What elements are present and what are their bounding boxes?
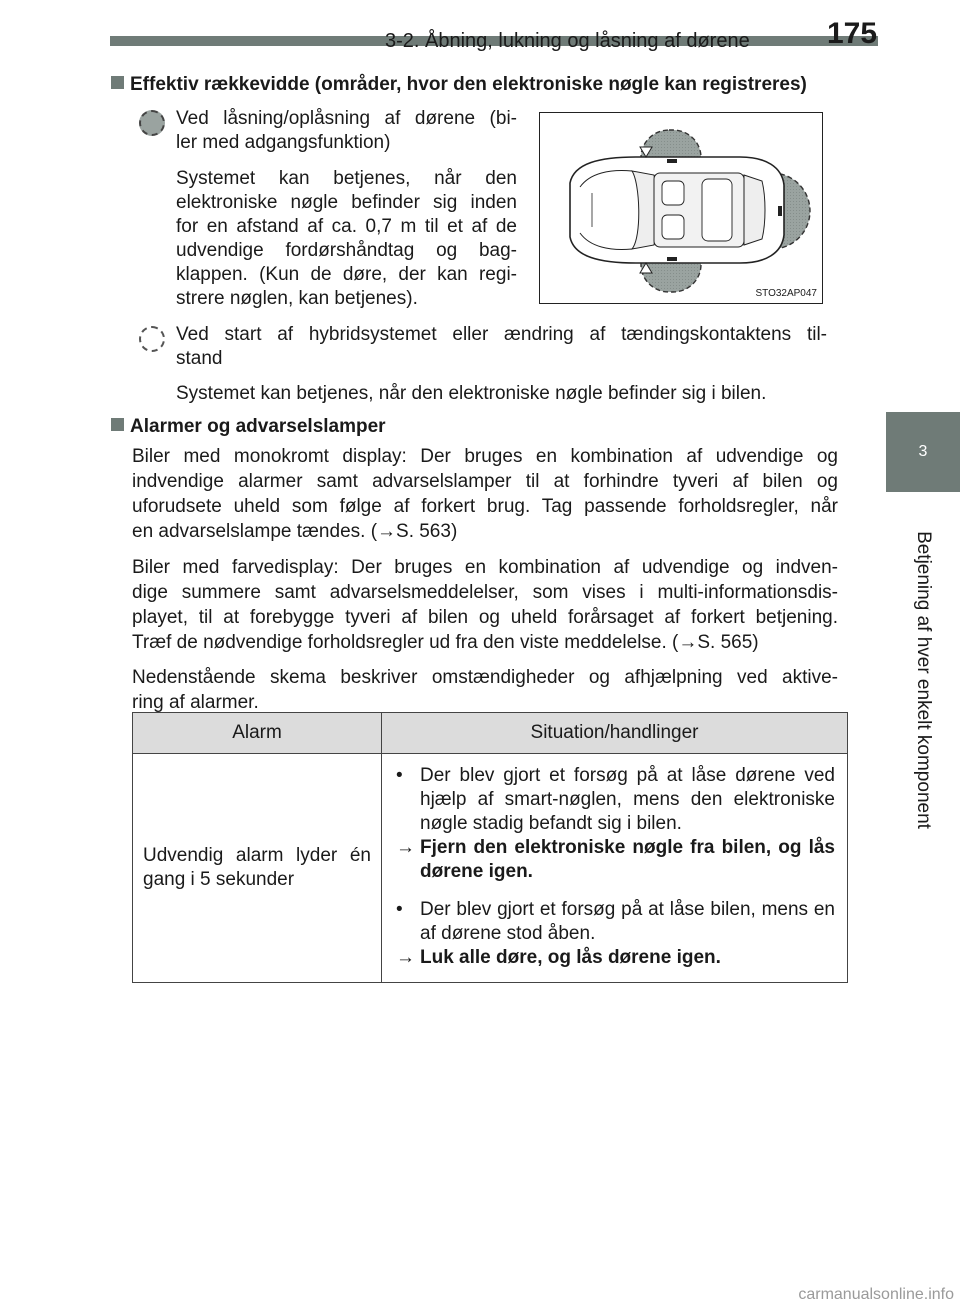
bullet-icon: •	[396, 899, 403, 920]
item1-body-line1: Systemet kan betjenes, når den	[176, 168, 517, 189]
situation-text: Der blev gjort et forsøg på at låse bilen, mens en af dørene stod åben.	[420, 899, 835, 944]
item1-body-line5: klappen. (Kun de døre, der kan regi-	[176, 264, 517, 285]
alarms-para1-line2: indvendige alarmer samt advarselslamper til at forhindre tyveri af bilen og	[132, 471, 838, 492]
alarms-para3-line1: Nedenstående skema beskriver omstændigheder og afhjælpning ved aktive-	[132, 667, 838, 688]
item2-title-line1: Ved start af hybridsystemet eller ændring af tændingskontaktens til-	[176, 324, 827, 345]
alarms-para1-line4: en advarselslampe tændes. (→S. 563)	[132, 521, 458, 542]
section-heading-range: Effektiv rækkevidde (områder, hvor den elektroniske nøgle kan registreres)	[111, 74, 807, 96]
car-range-figure	[539, 112, 823, 304]
figure-label: STO32AP047	[755, 288, 817, 299]
page-number: 175	[827, 17, 878, 50]
table-row	[133, 754, 848, 983]
arrow-right-icon: →	[396, 837, 415, 858]
alarm-cell: Udvendig alarm lyder én gang i 5 sekunder	[133, 754, 382, 983]
header-title: 3-2. Åbning, lukning og låsning af dørene	[385, 30, 750, 52]
arrow-right-icon: →	[396, 947, 415, 968]
section-heading-alarms: Alarmer og advarselslamper	[111, 416, 386, 438]
bullet-icon: •	[396, 765, 403, 786]
situation-cell	[382, 754, 848, 983]
action-text: Fjern den elektroniske nøgle fra bilen, og lås dørene igen.	[420, 837, 835, 882]
item2-body: Systemet kan betjenes, når den elektroniske nøgle befinder sig i bilen.	[176, 383, 767, 404]
alarms-para2-line4: Træf de nødvendige forholdsregler ud fra den viste meddelelse. (→S. 565)	[132, 632, 759, 653]
watermark: carmanualsonline.info	[798, 1286, 954, 1303]
alarms-para1-line1: Biler med monokromt display: Der bruges en kombination af udvendige og	[132, 446, 838, 467]
situation-text: Der blev gjort et forsøg på at låse dørene ved hjælp af smart-nøglen, mens den elektroniske nøgle stadig befandt sig i bilen.	[420, 765, 835, 834]
item1-body-line3: for en afstand af ca. 0,7 m til et af de	[176, 216, 517, 237]
square-bullet-icon	[111, 418, 124, 431]
alarm-table	[132, 712, 848, 983]
situation-item	[396, 898, 835, 946]
alarms-para2-line1: Biler med farvedisplay: Der bruges en kombination af udvendige og indven-	[132, 557, 838, 578]
alarms-para2-line3: playet, til at forebygge tyveri af bilen og uheld forårsaget af forkert betjening.	[132, 607, 838, 628]
item1-body-line4: udvendige fordørshåndtag og bag-	[176, 240, 517, 261]
table-header-row	[133, 713, 848, 754]
situation-item	[396, 764, 835, 836]
chapter-title-vertical: Betjening af hver enkelt komponent	[913, 531, 934, 829]
action-text: Luk alle døre, og lås dørene igen.	[420, 947, 721, 968]
dashed-circle-icon	[139, 326, 165, 352]
dashed-circle-filled-icon	[139, 110, 165, 136]
action-item	[396, 946, 835, 970]
car-top-view-icon	[540, 113, 822, 303]
alarms-para2-line2: dige summere samt advarselsmeddelelser, som vises i multi-informationsdis-	[132, 582, 838, 603]
item1-title-line2: ler med adgangsfunktion)	[176, 132, 391, 153]
alarms-para3-line2: ring af alarmer.	[132, 692, 259, 713]
item1-body-line2: elektroniske nøgle befinder sig inden	[176, 192, 517, 213]
table-header-situation: Situation/handlinger	[382, 713, 848, 754]
alarms-para1-line3: uforudsete uheld som følge af forkert brug. Tag passende forholdsregler, når	[132, 496, 838, 517]
table-header-alarm: Alarm	[133, 713, 382, 754]
item1-body-line6: strere nøglen, kan betjenes).	[176, 288, 418, 309]
square-bullet-icon	[111, 76, 124, 89]
action-item	[396, 836, 835, 884]
item2-title-line2: stand	[176, 348, 223, 369]
item1-title-line1: Ved låsning/oplåsning af dørene (bi-	[176, 108, 517, 129]
chapter-tab: 3	[886, 412, 960, 492]
